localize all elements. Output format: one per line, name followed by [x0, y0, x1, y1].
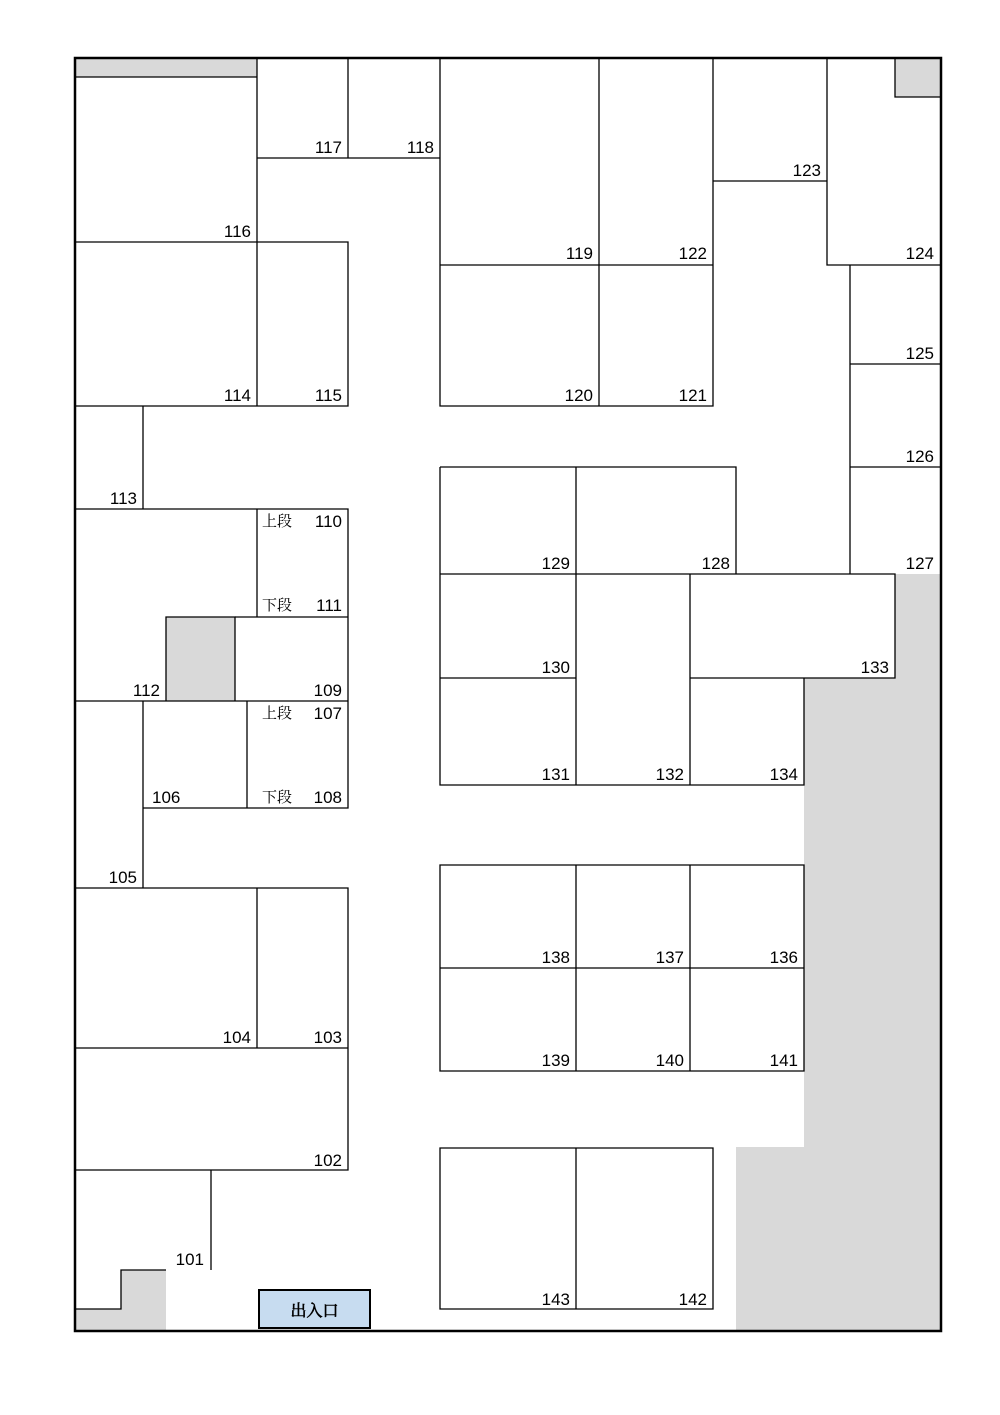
booth-134-label: 134 — [769, 765, 798, 784]
entrance-marker — [258, 1289, 371, 1329]
booth-127-label: 127 — [905, 554, 934, 573]
shaded-right-column — [736, 574, 940, 1330]
booth-136-label: 136 — [769, 948, 798, 967]
booth-102-label: 102 — [313, 1151, 342, 1170]
booth-140-label: 140 — [655, 1051, 684, 1070]
booth-114-label: 114 — [223, 386, 251, 405]
booth-132-label: 132 — [655, 765, 684, 784]
booth-111-label: 111 — [316, 596, 342, 615]
booth-120-label: 120 — [564, 386, 593, 405]
booth-106-label: 106 — [152, 788, 181, 807]
booth-124-label: 124 — [905, 244, 934, 263]
booth-109-label: 109 — [313, 681, 342, 700]
booth-110-label: 110 — [314, 512, 342, 531]
tier-upper-label-110: 上段 — [262, 513, 293, 530]
tier-lower-label-108: 下段 — [262, 789, 293, 806]
booth-112-label: 112 — [132, 681, 160, 700]
shaded-areas — [76, 59, 940, 1330]
booth-117-label: 117 — [314, 138, 342, 157]
booth-103-label: 103 — [313, 1028, 342, 1047]
entrance-label: 出入口 — [290, 1302, 339, 1320]
booth-129-label: 129 — [541, 554, 570, 573]
shaded-small-block — [166, 617, 235, 701]
booth-133-label: 133 — [860, 658, 889, 677]
booth-142-label: 142 — [678, 1290, 707, 1309]
shaded-top-right-corner — [895, 59, 940, 97]
booth-118-label: 118 — [406, 138, 434, 157]
booth-130-label: 130 — [541, 658, 570, 677]
booth-104-label: 104 — [222, 1028, 251, 1047]
booth-122-label: 122 — [678, 244, 707, 263]
booth-137-label: 137 — [655, 948, 684, 967]
tier-upper-label-107: 上段 — [262, 705, 293, 722]
booth-108-label: 108 — [313, 788, 342, 807]
booth-143-label: 143 — [541, 1290, 570, 1309]
booth-101-label: 101 — [175, 1250, 204, 1269]
booth-126-label: 126 — [905, 447, 934, 466]
booth-131-label: 131 — [541, 765, 570, 784]
booth-125-label: 125 — [905, 344, 934, 363]
booth-107-label: 107 — [313, 704, 342, 723]
booth-119-label: 119 — [565, 244, 593, 263]
booth-138-label: 138 — [541, 948, 570, 967]
booth-121-label: 121 — [678, 386, 707, 405]
booth-105-label: 105 — [108, 868, 137, 887]
booth-141-label: 141 — [769, 1051, 798, 1070]
booth-123-label: 123 — [792, 161, 821, 180]
booth-115-label: 115 — [314, 386, 342, 405]
booth-116-label: 116 — [223, 222, 251, 241]
booth-128-label: 128 — [701, 554, 730, 573]
tier-lower-label-111: 下段 — [262, 597, 293, 614]
booth-139-label: 139 — [541, 1051, 570, 1070]
shaded-top-left-strip — [76, 59, 257, 77]
booth-113-label: 113 — [109, 489, 137, 508]
